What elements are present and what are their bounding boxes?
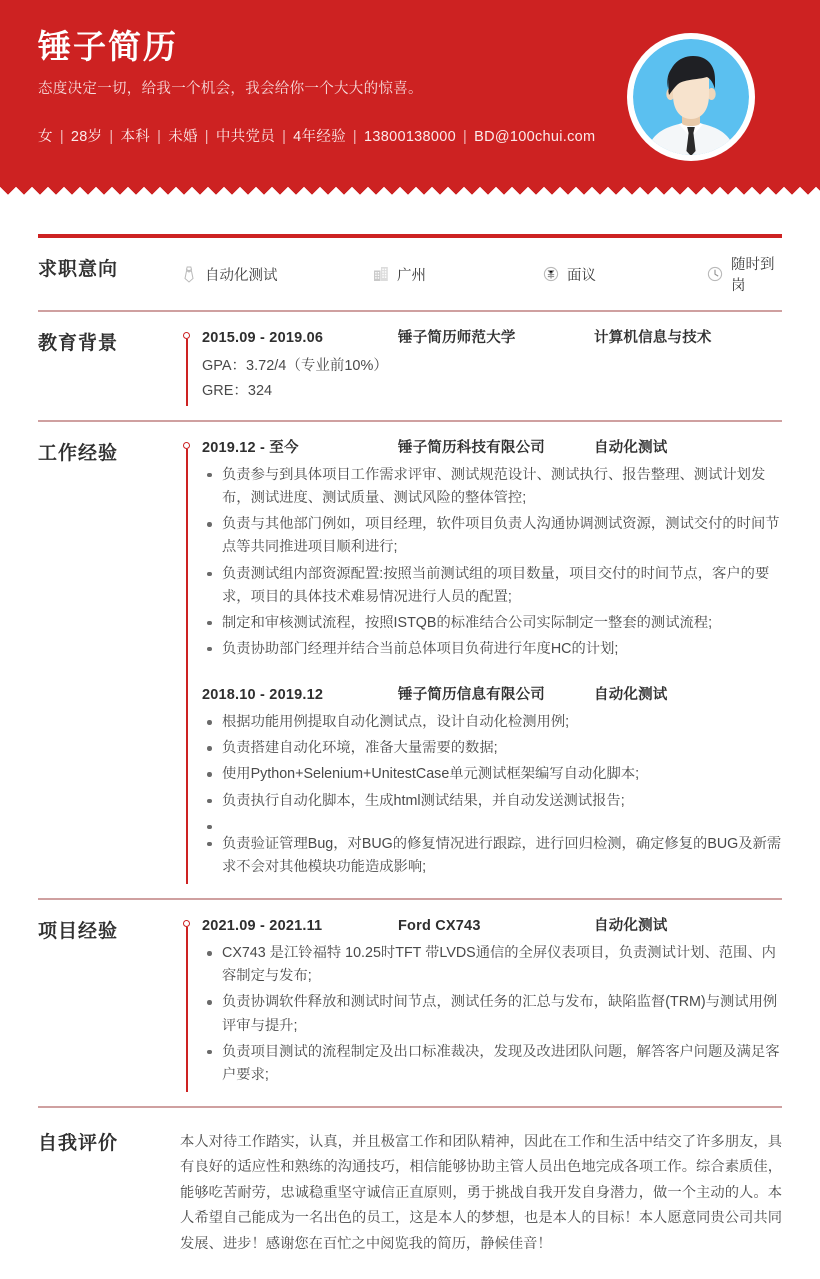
- timeline-line: [186, 339, 187, 406]
- section-title-work: 工作经验: [38, 442, 119, 464]
- education-school: 锤子简历师范大学: [398, 330, 516, 346]
- avatar-illustration: [633, 39, 749, 155]
- project-entry-head: [202, 914, 782, 935]
- evaluation-body: [180, 1108, 782, 1279]
- contact-separator: |: [352, 129, 357, 146]
- work-bullet: 使用Python+Selenium+UnitestCase单元测试框架编写自动化脚本;: [202, 763, 782, 786]
- intention-position-label: 自动化测试: [205, 267, 278, 284]
- timeline-education: [183, 332, 192, 406]
- timeline-line: [186, 927, 187, 1092]
- contact-item: 本科: [120, 129, 151, 146]
- contact-item: 28岁: [70, 129, 103, 146]
- work-bullet-list: [202, 464, 782, 661]
- intention-availability: [706, 253, 782, 295]
- contact-item: 未婚: [168, 129, 198, 146]
- zigzag-edge: [0, 181, 820, 198]
- section-title-education: 教育背景: [38, 333, 119, 354]
- work-org: 锤子简历科技有限公司: [398, 439, 545, 456]
- work-entry-head: [202, 683, 782, 704]
- work-bullet: 负责搭建自动化环境，准备大量需要的数据;: [202, 737, 782, 760]
- contact-item: BD@100chui.com: [474, 129, 596, 146]
- evaluation-text: 本人对待工作踏实，认真，并且极富工作和团队精神，因此在工作和生活中结交了许多朋友，具有良好的适应性和熟练的沟通技巧，相信能够协助主管人员出色地完成各项工作。综合素质佳，能够吃苦耐劳，忠诚稳重坚守诚信正直原则，勇于挑战自我开发自身潜力，做一个主动的人。本人希望自己能成为一名出色的员工，这是本人的梦想，也是本人的目标！本人愿意同贵公司共同发展、进步！感谢您在百忙之中阅览我的简历，静候佳音！: [180, 1134, 782, 1252]
- contact-separator: |: [59, 129, 64, 146]
- education-gpa: GPA：3.72/4（专业前10%）: [202, 358, 388, 374]
- page-title: 锤子简历: [38, 28, 178, 65]
- contact-item: 13800138000: [364, 129, 457, 146]
- contact-separator: |: [204, 129, 209, 146]
- project-bullet: 负责协调软件释放和测试时间节点，测试任务的汇总与发布，缺陷监督(TRM)与测试用例评审与提升;: [202, 991, 782, 1037]
- section-project-experience: [38, 900, 782, 1108]
- resume-body: [0, 234, 820, 1279]
- work-date: 2019.12 - 至今: [202, 439, 299, 456]
- contact-line: [38, 125, 598, 146]
- project-body: [180, 900, 782, 1106]
- contact-separator: |: [157, 129, 162, 146]
- intention-salary-label: 面议: [567, 267, 596, 284]
- header-text-block: [38, 28, 598, 146]
- resume-header: [0, 0, 820, 198]
- timeline-dot: [183, 442, 190, 449]
- work-entry: [202, 436, 782, 661]
- contact-separator: |: [463, 129, 468, 146]
- education-gre: GRE：324: [202, 382, 273, 399]
- work-bullet: 制定和审核测试流程，按照ISTQB的标准结合公司实际制定一整套的测试流程;: [202, 612, 782, 635]
- work-role: 自动化测试: [594, 687, 668, 704]
- intention-availability-label: 随时到岗: [731, 257, 775, 294]
- header-slogan: 态度决定一切，给我一个机会，我会给你一个大大的惊喜。: [38, 80, 423, 97]
- project-bullet: CX743 是江铃福特 10.25时TFT 带LVDS通信的全屏仪表项目，负责测试计划、范围、内容制定与发布;: [202, 942, 782, 988]
- avatar: [627, 33, 755, 161]
- timeline-line: [186, 449, 187, 884]
- tie-icon: [180, 266, 197, 283]
- work-role: 自动化测试: [594, 439, 668, 456]
- project-entry: [202, 914, 782, 1087]
- work-bullet: 负责与其他部门例如，项目经理，软件项目负责人沟通协调测试资源，测试交付的时间节点等共同推进项目顺利进行;: [202, 513, 782, 559]
- work-bullet: 负责测试组内部资源配置:按照当前测试组的项目数量，项目交付的时间节点，客户的要求，项目的具体技术难易情况进行人员的配置;: [202, 563, 782, 609]
- intention-city: [372, 264, 542, 285]
- project-org: Ford CX743: [398, 918, 481, 935]
- work-bullet-list: [202, 711, 782, 879]
- education-entry-head: [202, 326, 782, 347]
- section-title-project: 项目经验: [38, 921, 119, 943]
- intention-position: [180, 264, 372, 285]
- intention-salary: [542, 264, 706, 285]
- timeline-dot: [183, 332, 190, 339]
- section-self-evaluation: [38, 1108, 782, 1279]
- building-icon: [372, 266, 389, 283]
- education-major: 计算机信息与技术: [594, 330, 712, 346]
- yen-icon: [542, 266, 559, 283]
- work-org: 锤子简历信息有限公司: [398, 687, 545, 704]
- work-date: 2018.10 - 2019.12: [202, 687, 324, 704]
- clock-icon: [706, 266, 723, 283]
- contact-separator: |: [109, 129, 114, 146]
- project-role: 自动化测试: [594, 918, 668, 935]
- intention-city-label: 广州: [397, 267, 426, 284]
- work-bullet: 负责参与到具体项目工作需求评审、测试规范设计、测试执行、报告整理、测试计划发布，测试进度、测试质量、测试风险的整体管控;: [202, 464, 782, 510]
- contact-item: 中共党员: [215, 129, 276, 146]
- work-bullet: 根据功能用例提取自动化测试点，设计自动化检测用例;: [202, 711, 782, 734]
- work-entry: [202, 683, 782, 879]
- section-job-intention: [38, 238, 782, 312]
- education-entry: [202, 326, 782, 404]
- project-date: 2021.09 - 2021.11: [202, 918, 323, 935]
- work-entries: [180, 436, 782, 879]
- section-title-intention: 求职意向: [38, 259, 119, 280]
- work-bullet: [202, 816, 782, 830]
- section-title-evaluation: 自我评价: [38, 1133, 119, 1154]
- work-body: [180, 422, 782, 898]
- timeline-project: [183, 920, 192, 1092]
- education-date: 2015.09 - 2019.06: [202, 330, 324, 346]
- intention-items: [180, 238, 782, 310]
- project-entries: [180, 914, 782, 1087]
- timeline-work: [183, 442, 192, 884]
- work-bullet: 负责协助部门经理并结合当前总体项目负荷进行年度HC的计划;: [202, 638, 782, 661]
- work-bullet: 负责验证管理Bug，对BUG的修复情况进行跟踪，进行回归检测，确定修复的BUG及新需求不会对其他模块功能造成影响;: [202, 833, 782, 879]
- contact-item: 女: [38, 129, 53, 146]
- education-body: [180, 312, 782, 420]
- contact-item: 4年经验: [293, 129, 346, 146]
- timeline-dot: [183, 920, 190, 927]
- work-entry-head: [202, 436, 782, 457]
- project-bullet: 负责项目测试的流程制定及出口标准裁决，发现及改进团队问题，解答客户问题及满足客户要求;: [202, 1041, 782, 1087]
- section-education: [38, 312, 782, 422]
- project-bullet-list: [202, 942, 782, 1087]
- work-bullet: 负责执行自动化脚本，生成html测试结果，并自动发送测试报告;: [202, 790, 782, 813]
- contact-separator: |: [282, 129, 287, 146]
- section-work-experience: [38, 422, 782, 900]
